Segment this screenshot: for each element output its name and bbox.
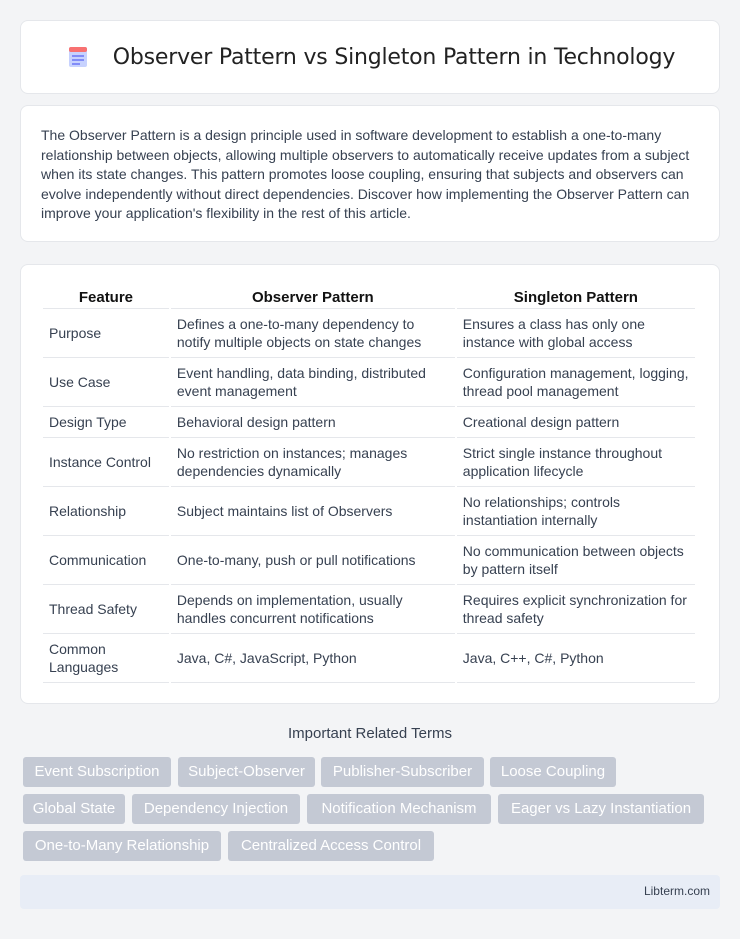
tag-eager-vs-lazy[interactable]: Eager vs Lazy Instantiation bbox=[498, 794, 704, 824]
cell-singleton: No communication between objects by pattern itself bbox=[457, 536, 695, 585]
header-singleton: Singleton Pattern bbox=[457, 285, 695, 309]
cell-observer: Subject maintains list of Observers bbox=[171, 487, 455, 536]
tag-global-state[interactable]: Global State bbox=[23, 794, 125, 824]
related-terms-title: Important Related Terms bbox=[288, 725, 452, 742]
footer bbox=[20, 875, 720, 909]
tag-loose-coupling[interactable]: Loose Coupling bbox=[490, 757, 616, 787]
footer-site-link[interactable]: Libterm.com bbox=[643, 884, 710, 898]
page-title: Observer Pattern vs Singleton Pattern in Technology bbox=[112, 44, 676, 70]
cell-feature: Communication bbox=[43, 536, 169, 585]
document-stack-icon bbox=[65, 44, 91, 70]
header-observer: Observer Pattern bbox=[171, 285, 455, 309]
tag-subject-observer[interactable]: Subject-Observer bbox=[178, 757, 315, 787]
tag-event-subscription[interactable]: Event Subscription bbox=[23, 757, 171, 787]
intro-text: The Observer Pattern is a design principle used in software development to establish a one-to-many relationship between objects, allowing multiple observers to automatically receive updates from a subject when its state changes. This pattern promotes loose coupling, ensuring that subjects and observers can evolve independently without direct dependencies. Discover how implementing the Observer Pattern can improve your application's flexibility in the rest of this article. bbox=[41, 127, 690, 221]
table-header-row bbox=[43, 285, 695, 309]
table-row bbox=[43, 358, 695, 407]
cell-feature: Design Type bbox=[43, 407, 169, 438]
cell-singleton: No relationships; controls instantiation internally bbox=[457, 487, 695, 536]
table-row bbox=[43, 438, 695, 487]
cell-singleton: Strict single instance throughout application lifecycle bbox=[457, 438, 695, 487]
comparison-table bbox=[41, 285, 697, 683]
tag-notification-mechanism[interactable]: Notification Mechanism bbox=[307, 794, 491, 824]
cell-observer: One-to-many, push or pull notifications bbox=[171, 536, 455, 585]
cell-singleton: Configuration management, logging, thread pool management bbox=[457, 358, 695, 407]
table-row bbox=[43, 309, 695, 358]
tag-publisher-subscriber[interactable]: Publisher-Subscriber bbox=[321, 757, 484, 787]
table-row bbox=[43, 487, 695, 536]
cell-feature: Common Languages bbox=[43, 634, 169, 683]
cell-singleton: Requires explicit synchronization for thread safety bbox=[457, 585, 695, 634]
intro-card bbox=[20, 105, 720, 242]
cell-feature: Relationship bbox=[43, 487, 169, 536]
cell-feature: Purpose bbox=[43, 309, 169, 358]
cell-singleton: Ensures a class has only one instance with global access bbox=[457, 309, 695, 358]
cell-feature: Instance Control bbox=[43, 438, 169, 487]
cell-observer: Defines a one-to-many dependency to notify multiple objects on state changes bbox=[171, 309, 455, 358]
cell-singleton: Java, C++, C#, Python bbox=[457, 634, 695, 683]
cell-singleton: Creational design pattern bbox=[457, 407, 695, 438]
tag-centralized-access[interactable]: Centralized Access Control bbox=[228, 831, 434, 861]
tag-one-to-many[interactable]: One-to-Many Relationship bbox=[23, 831, 221, 861]
table-row bbox=[43, 536, 695, 585]
cell-observer: No restriction on instances; manages dependencies dynamically bbox=[171, 438, 455, 487]
cell-observer: Depends on implementation, usually handles concurrent notifications bbox=[171, 585, 455, 634]
cell-feature: Use Case bbox=[43, 358, 169, 407]
cell-observer: Behavioral design pattern bbox=[171, 407, 455, 438]
table-row bbox=[43, 585, 695, 634]
cell-observer: Event handling, data binding, distributed event management bbox=[171, 358, 455, 407]
cell-observer: Java, C#, JavaScript, Python bbox=[171, 634, 455, 683]
tag-dependency-injection[interactable]: Dependency Injection bbox=[132, 794, 300, 824]
header-feature: Feature bbox=[43, 285, 169, 309]
table-row bbox=[43, 407, 695, 438]
table-row bbox=[43, 634, 695, 683]
title-card bbox=[20, 20, 720, 94]
comparison-table-card bbox=[20, 264, 720, 704]
cell-feature: Thread Safety bbox=[43, 585, 169, 634]
